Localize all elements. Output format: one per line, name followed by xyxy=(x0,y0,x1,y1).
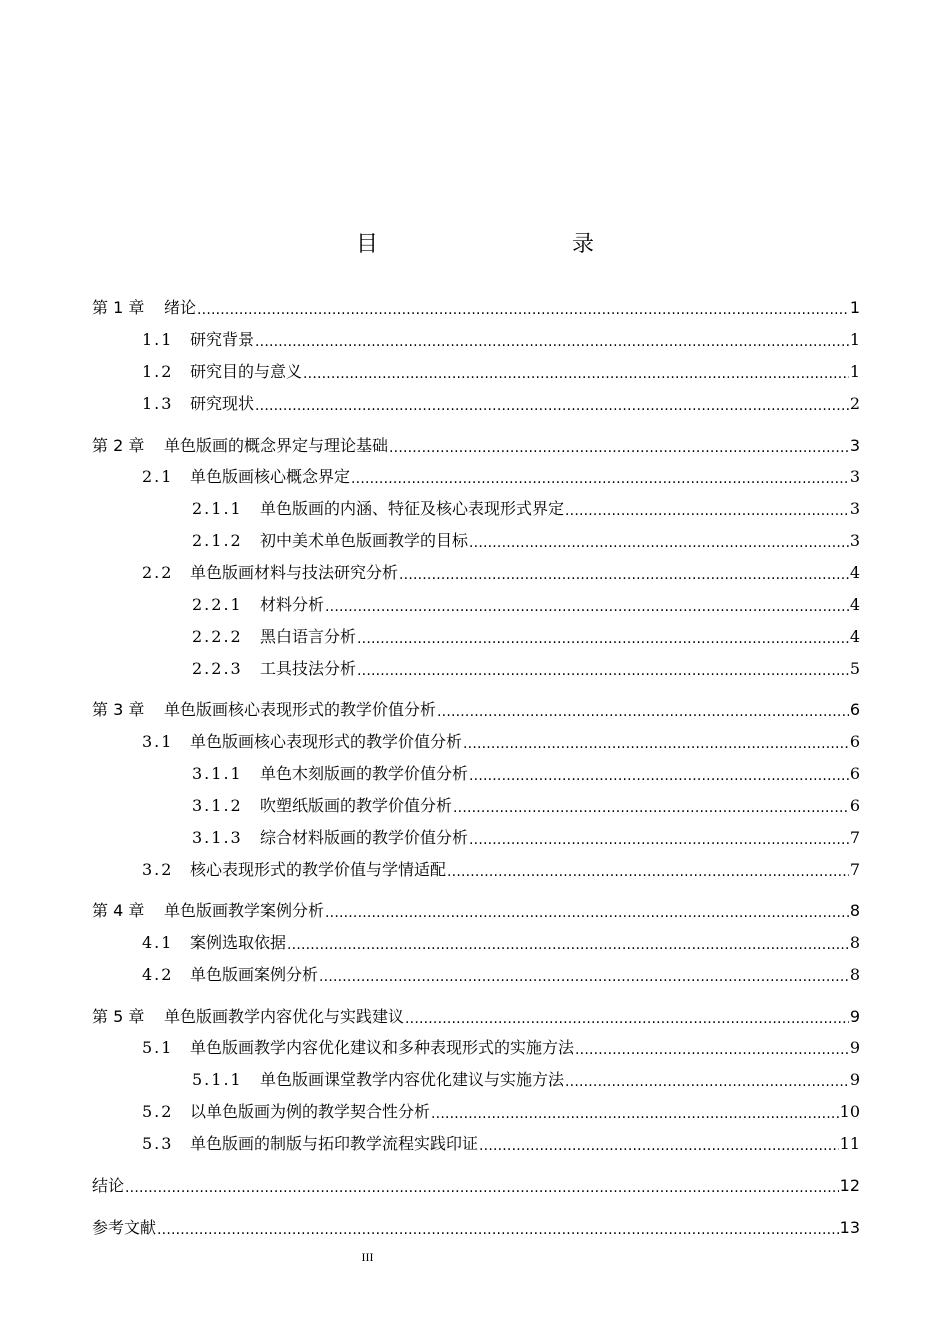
toc-entry-number: 1.1 xyxy=(142,330,174,349)
toc-entry-number: 3.1.1 xyxy=(192,764,243,783)
toc-entry-title: 黑白语言分析 xyxy=(260,627,357,646)
toc-entry xyxy=(192,828,860,848)
dot-leader xyxy=(453,796,849,816)
toc-entry-title: 以单色版画为例的教学契合性分析 xyxy=(190,1102,431,1121)
toc-entry-number: 5.1.1 xyxy=(192,1070,243,1089)
dot-leader xyxy=(463,732,849,752)
toc-entry-page: 4 xyxy=(849,627,860,646)
toc-entry xyxy=(142,860,860,880)
dot-leader xyxy=(565,499,849,519)
toc-entry-number: 2.2.2 xyxy=(192,627,243,646)
toc-entry-page: 12 xyxy=(839,1176,860,1195)
dot-leader xyxy=(469,531,849,551)
toc-entry-page: 3 xyxy=(849,499,860,518)
toc-entry-number: 2.1.1 xyxy=(192,499,243,518)
toc-entry xyxy=(142,965,860,985)
toc-entry-number: 5.3 xyxy=(142,1134,174,1153)
toc-entry-title: 单色版画核心概念界定 xyxy=(190,467,351,486)
toc-entry xyxy=(142,1102,860,1122)
dot-leader xyxy=(469,764,849,784)
toc-entry-page: 3 xyxy=(849,531,860,550)
toc-entry-page: 7 xyxy=(849,860,860,879)
dot-leader xyxy=(325,901,849,921)
toc-entry-number: 2.2.3 xyxy=(192,659,243,678)
toc-entry-title: 工具技法分析 xyxy=(260,659,357,678)
toc-entry-title: 吹塑纸版画的教学价值分析 xyxy=(260,796,453,815)
toc-entry-number: 5.1 xyxy=(142,1038,174,1057)
toc-entry xyxy=(192,627,860,647)
toc-entry-page: 8 xyxy=(849,901,860,920)
toc-entry-number: 1.3 xyxy=(142,394,174,413)
toc-entry-page: 2 xyxy=(849,394,860,413)
toc-entry-page: 6 xyxy=(849,732,860,751)
dot-leader xyxy=(125,1176,839,1196)
toc-entry-number: 1.2 xyxy=(142,362,174,381)
toc-entry-title: 单色版画的概念界定与理论基础 xyxy=(164,436,389,455)
toc-entry-page: 6 xyxy=(849,764,860,783)
toc-entry-page: 9 xyxy=(849,1007,860,1026)
dot-leader xyxy=(469,828,849,848)
toc-entry-number: 第 3 章 xyxy=(92,700,145,719)
toc-entry-page: 1 xyxy=(849,330,860,349)
toc-entry-page: 13 xyxy=(839,1218,860,1237)
toc-entry xyxy=(192,659,860,679)
dot-leader xyxy=(351,467,849,487)
toc-title: 目 录 xyxy=(355,232,644,257)
toc-entry-title: 核心表现形式的教学价值与学情适配 xyxy=(190,860,447,879)
toc-entry-page: 1 xyxy=(849,362,860,381)
toc-entry-page: 7 xyxy=(849,828,860,847)
toc-entry-number: 第 1 章 xyxy=(92,298,145,317)
dot-leader xyxy=(319,965,849,985)
toc-entry-number: 3.1.3 xyxy=(192,828,243,847)
toc-entry-number: 2.2.1 xyxy=(192,595,243,614)
toc-entry-page: 4 xyxy=(849,563,860,582)
toc-entry-title: 初中美术单色版画教学的目标 xyxy=(260,531,469,550)
toc-entry-title: 单色版画教学内容优化与实践建议 xyxy=(164,1007,405,1026)
toc-entry xyxy=(92,436,860,456)
toc-entry xyxy=(192,499,860,519)
dot-leader xyxy=(565,1070,849,1090)
toc-entry-number: 4.1 xyxy=(142,933,174,952)
toc-entry xyxy=(142,330,860,350)
toc-entry-title: 单色版画案例分析 xyxy=(190,965,319,984)
dot-leader xyxy=(197,298,849,318)
toc-entry xyxy=(142,1134,860,1154)
dot-leader xyxy=(437,700,849,720)
toc-entry-page: 1 xyxy=(849,298,860,317)
toc-entry-title: 研究目的与意义 xyxy=(190,362,303,381)
toc-entry-number: 2.1.2 xyxy=(192,531,243,550)
dot-leader xyxy=(255,330,849,350)
toc-entry-number: 第 2 章 xyxy=(92,436,145,455)
toc-entry xyxy=(142,1038,860,1058)
toc-entry-number: 第 5 章 xyxy=(92,1007,145,1026)
toc-entry-title: 研究背景 xyxy=(190,330,255,349)
toc-entry-page: 11 xyxy=(839,1134,860,1153)
toc-entry-number: 3.1.2 xyxy=(192,796,243,815)
toc-entry-page: 6 xyxy=(849,796,860,815)
dot-leader xyxy=(389,436,849,456)
toc-entry-page: 3 xyxy=(849,436,860,455)
page-number: III xyxy=(361,1250,374,1264)
toc-entry-page: 10 xyxy=(839,1102,860,1121)
toc-entry xyxy=(192,764,860,784)
dot-leader xyxy=(405,1007,849,1027)
toc-entry-number: 2.1 xyxy=(142,467,174,486)
toc-entry-number: 4.2 xyxy=(142,965,174,984)
toc-entry-title: 结论 xyxy=(92,1176,125,1195)
toc-entry-page: 5 xyxy=(849,659,860,678)
dot-leader xyxy=(157,1218,839,1238)
dot-leader xyxy=(287,933,849,953)
toc-entry-page: 9 xyxy=(849,1038,860,1057)
toc-entry xyxy=(192,531,860,551)
toc-entry xyxy=(92,901,860,921)
toc-entry-title: 材料分析 xyxy=(260,595,325,614)
toc-entry-title: 案例选取依据 xyxy=(190,933,287,952)
toc-entry xyxy=(192,796,860,816)
toc-entry xyxy=(142,467,860,487)
dot-leader xyxy=(431,1102,839,1122)
toc-entry xyxy=(192,1070,860,1090)
toc-entry-title: 综合材料版画的教学价值分析 xyxy=(260,828,469,847)
toc-entry xyxy=(142,732,860,752)
dot-leader xyxy=(575,1038,849,1058)
toc-entry-title: 单色版画的内涵、特征及核心表现形式界定 xyxy=(260,499,565,518)
toc-entry-title: 单色版画材料与技法研究分析 xyxy=(190,563,399,582)
toc-entry xyxy=(142,394,860,414)
toc-entry-title: 参考文献 xyxy=(92,1218,157,1237)
toc-entry-number: 3.2 xyxy=(142,860,174,879)
dot-leader xyxy=(255,394,849,414)
toc-entry-page: 6 xyxy=(849,700,860,719)
toc-entry-title: 单色版画教学内容优化建议和多种表现形式的实施方法 xyxy=(190,1038,575,1057)
toc-entry-title: 单色版画核心表现形式的教学价值分析 xyxy=(164,700,437,719)
dot-leader xyxy=(325,595,849,615)
toc-entry xyxy=(92,298,860,318)
dot-leader xyxy=(479,1134,839,1154)
toc-entry-title: 绪论 xyxy=(164,298,197,317)
toc-entry-title: 单色版画核心表现形式的教学价值分析 xyxy=(190,732,463,751)
dot-leader xyxy=(303,362,849,382)
dot-leader xyxy=(399,563,849,583)
toc-entry xyxy=(142,362,860,382)
toc-entry-number: 5.2 xyxy=(142,1102,174,1121)
toc-entry-title: 单色版画的制版与拓印教学流程实践印证 xyxy=(190,1134,479,1153)
toc-entry xyxy=(92,1176,860,1196)
dot-leader xyxy=(447,860,849,880)
toc-entry xyxy=(92,1007,860,1027)
toc-entry-page: 3 xyxy=(849,467,860,486)
toc-entry-number: 3.1 xyxy=(142,732,174,751)
toc-entry xyxy=(142,933,860,953)
toc-entry xyxy=(92,1218,860,1238)
toc-entry-title: 单色版画教学案例分析 xyxy=(164,901,325,920)
dot-leader xyxy=(357,627,849,647)
toc-entry-title: 研究现状 xyxy=(190,394,255,413)
toc-entry-number: 第 4 章 xyxy=(92,901,145,920)
toc-entry xyxy=(192,595,860,615)
toc-entry-page: 9 xyxy=(849,1070,860,1089)
toc-entry-page: 8 xyxy=(849,965,860,984)
toc-entry-page: 4 xyxy=(849,595,860,614)
toc-entry-page: 8 xyxy=(849,933,860,952)
dot-leader xyxy=(357,659,849,679)
toc-entry xyxy=(92,700,860,720)
toc-entry-title: 单色木刻版画的教学价值分析 xyxy=(260,764,469,783)
toc-entry-number: 2.2 xyxy=(142,563,174,582)
toc-entry-title: 单色版画课堂教学内容优化建议与实施方法 xyxy=(260,1070,565,1089)
toc-entry xyxy=(142,563,860,583)
